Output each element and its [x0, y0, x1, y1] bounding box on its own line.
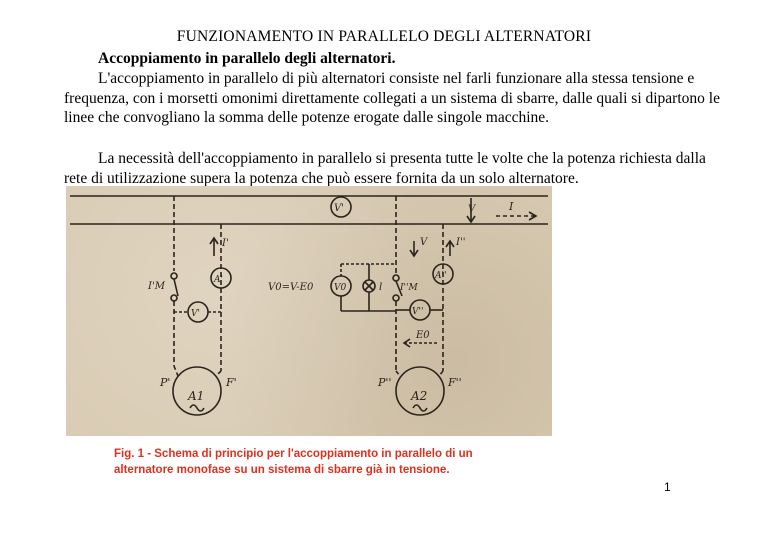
label-equation: V0=V-E0: [268, 282, 314, 293]
paragraph-2: La necessità dell'accoppiamento in parallelo si presenta tutte le volte che la potenza richiesta dalla rete di utilizzazione supera la potenza che può essere fornita da un solo alternatore.: [64, 150, 706, 187]
label-terminal-p1: P': [160, 376, 171, 389]
circuit-figure: [66, 186, 552, 436]
label-switch-1: I'M: [148, 281, 165, 292]
label-voltmeter-2: V'': [412, 307, 424, 317]
label-voltage-main: V: [468, 204, 476, 215]
label-voltmeter-1: V': [191, 309, 200, 319]
label-ammeter-1: A': [214, 275, 223, 285]
document-title: FUNZIONAMENTO IN PARALLELO DEGLI ALTERNATORI: [176, 28, 592, 45]
label-emf-2: E0: [416, 330, 430, 341]
label-terminal-f2: F'': [448, 376, 462, 389]
circuit-diagram: [66, 186, 552, 436]
label-current-main: I: [509, 200, 514, 213]
label-voltage-2: V: [420, 237, 428, 248]
label-lamp: l: [379, 282, 383, 293]
label-machine-2: A2: [411, 389, 428, 403]
label-ammeter-2: A'': [435, 271, 447, 281]
label-current-1: I': [222, 238, 229, 249]
label-current-2: I'': [456, 237, 466, 248]
label-terminal-p2: P'': [378, 376, 392, 389]
label-voltmeter-main: V': [334, 203, 344, 214]
label-terminal-f1: F': [226, 376, 237, 389]
label-machine-1: A1: [188, 389, 205, 403]
section-subtitle: Accoppiamento in parallelo degli alternatori.: [98, 50, 396, 67]
label-voltmeter-0: V0: [334, 283, 347, 293]
label-switch-2: I''M: [400, 283, 418, 293]
figure-caption: Fig. 1 - Schema di principio per l'accoppiamento in parallelo di un alternatore monofase su un sistema di sbarre già in tensione.: [114, 448, 473, 476]
page-number: 1: [664, 480, 671, 494]
paragraph-1: L'accoppiamento in parallelo di più alternatori consiste nel farli funzionare alla stessa tensione e frequenza, con i morsetti omonimi direttamente collegati a un sistema di sbarre, dalle quali si dipartono le linee che convogliano la somma delle potenze erogate dalle singole macchine.: [64, 70, 720, 126]
